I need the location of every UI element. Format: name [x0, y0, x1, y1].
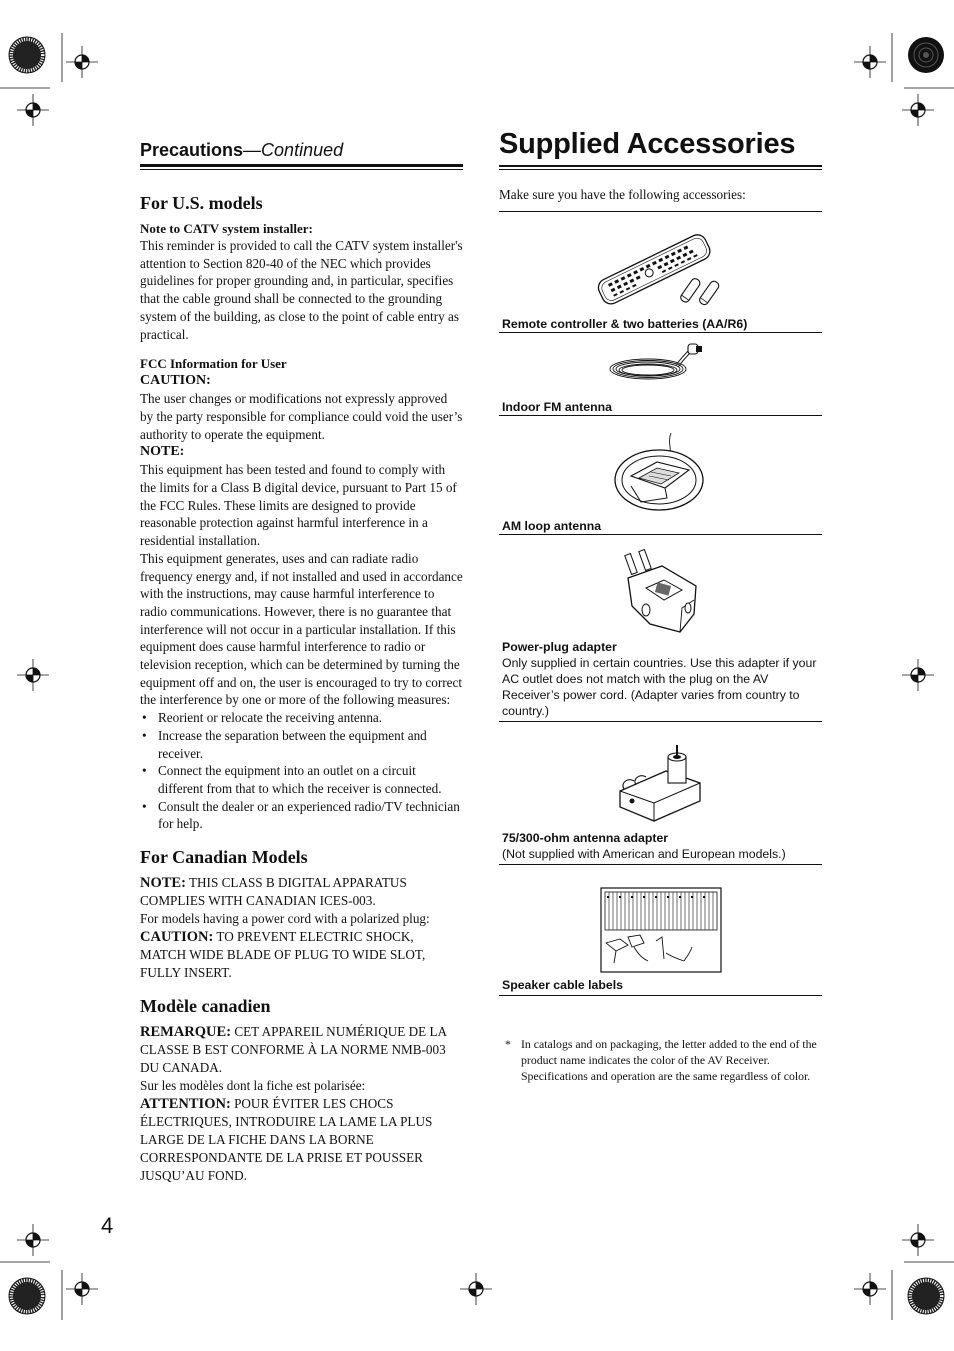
speaker-cable-labels-icon	[499, 865, 822, 977]
catv-text: This reminder is provided to call the CATV system installer's attention to Section 820-40 of the NEC which provides guidelines for proper grounding and, in particular, specifies that the cable ground shall be connected to the grounding system of the building, as close to the point of cable entry as practical.	[140, 238, 463, 342]
accessory-name: Remote controller & two batteries (AA/R6)	[502, 317, 748, 331]
list-item: • Increase the separation between the equipment and receiver.	[140, 727, 463, 762]
caution-label: CAUTION:	[140, 373, 211, 389]
page-number: 4	[101, 1213, 114, 1238]
accessory-name: Power-plug adapter	[502, 640, 617, 654]
precautions-column	[140, 140, 463, 1185]
accessory-name: Speaker cable labels	[502, 978, 623, 992]
accessory-remote	[499, 212, 822, 333]
attention: ATTENTION: POUR ÉVITER LES CHOCS ÉLECTRIQUES, INTRODUIRE LA LAME LA PLUS LARGE DE LA FICHE DANS LA BORNE CORRESPONDANTE DE LA PRISE ET POUSSER JUSQU’AU FOND.	[140, 1096, 433, 1184]
accessory-antenna-adapter	[499, 722, 822, 865]
note-text-2: This equipment generates, uses and can radiate radio frequency energy and, if not installed and used in accordance with the instructions, may cause harmful interference to radio communications. However, there is no guarantee that interference will not occur in a particular installation. If this equipment does cause harmful interference to radio or television reception, which can be determined by turning the equipment off and on, the user is encouraged to try to correct the interference by one or more of the following measures:	[140, 550, 463, 708]
list-item: • Connect the equipment into an outlet on a circuit different from that to which the receiver is connected.	[140, 762, 463, 797]
accessory-fm-antenna	[499, 333, 822, 416]
accessory-speaker-labels	[499, 865, 822, 996]
caution-text: The user changes or modifications not expressly approved by the party responsible for compliance could void the user’s authority to operate the equipment.	[140, 391, 463, 442]
accessory-desc: Only supplied in certain countries. Use this adapter if your AC outlet does not match with the plug on the AV Receiver’s power cord. (Adapter varies from country to country.)	[502, 656, 817, 718]
accessory-name: 75/300-ohm antenna adapter	[502, 831, 669, 845]
antenna-adapter-icon	[499, 722, 822, 830]
fr-plug-text: Sur les modèles dont la fiche est polarisée:	[140, 1078, 366, 1094]
accessories-column	[499, 128, 822, 1084]
note-label: NOTE:	[140, 444, 185, 460]
list-item: • Consult the dealer or an experienced radio/TV technician for help.	[140, 798, 463, 833]
accessory-name: AM loop antenna	[502, 519, 602, 533]
accessory-power-plug	[499, 535, 822, 722]
canadian-models-heading: For Canadian Models	[140, 847, 308, 868]
fm-antenna-icon	[499, 333, 822, 399]
modele-canadien-heading: Modèle canadien	[140, 996, 271, 1017]
canadian-caution: CAUTION: TO PREVENT ELECTRIC SHOCK, MATCH WIDE BLADE OF PLUG TO WIDE SLOT, FULLY INSERT.	[140, 929, 426, 981]
accessory-desc: (Not supplied with American and European models.)	[502, 847, 786, 861]
remote-controller-icon	[499, 212, 822, 316]
catv-label: Note to CATV system installer:	[140, 221, 313, 236]
canadian-note: NOTE: THIS CLASS B DIGITAL APPARATUS COMPLIES WITH CANADIAN ICES-003.	[140, 875, 407, 909]
page-title: Supplied Accessories	[499, 128, 822, 167]
canadian-plug-text: For models having a power cord with a polarized plug:	[140, 911, 430, 927]
list-item: • Reorient or relocate the receiving antenna.	[140, 709, 463, 727]
intro-text: Make sure you have the following accessories:	[499, 186, 822, 212]
interference-measures	[140, 709, 463, 833]
note-text-1: This equipment has been tested and found to comply with the limits for a Class B digital device, pursuant to Part 15 of the FCC Rules. These limits are designed to provide reasonable protection against harmful interference in a residential installation.	[140, 462, 457, 549]
section-title: Precautions—Continued	[140, 140, 463, 167]
accessory-am-antenna	[499, 416, 822, 535]
color-footnote: * In catalogs and on packaging, the letter added to the end of the product name indicates the color of the AV Receiver. Specifications and operation are the same regardless of color.	[505, 1037, 817, 1083]
am-loop-antenna-icon	[499, 416, 822, 518]
accessory-name: Indoor FM antenna	[502, 400, 612, 414]
fcc-label: FCC Information for User	[140, 356, 287, 372]
power-plug-adapter-icon	[499, 535, 822, 639]
remarque: REMARQUE: CET APPAREIL NUMÉRIQUE DE LA CLASSE B EST CONFORME À LA NORME NMB-003 DU CANADA.	[140, 1024, 447, 1076]
us-models-heading: For U.S. models	[140, 193, 263, 213]
